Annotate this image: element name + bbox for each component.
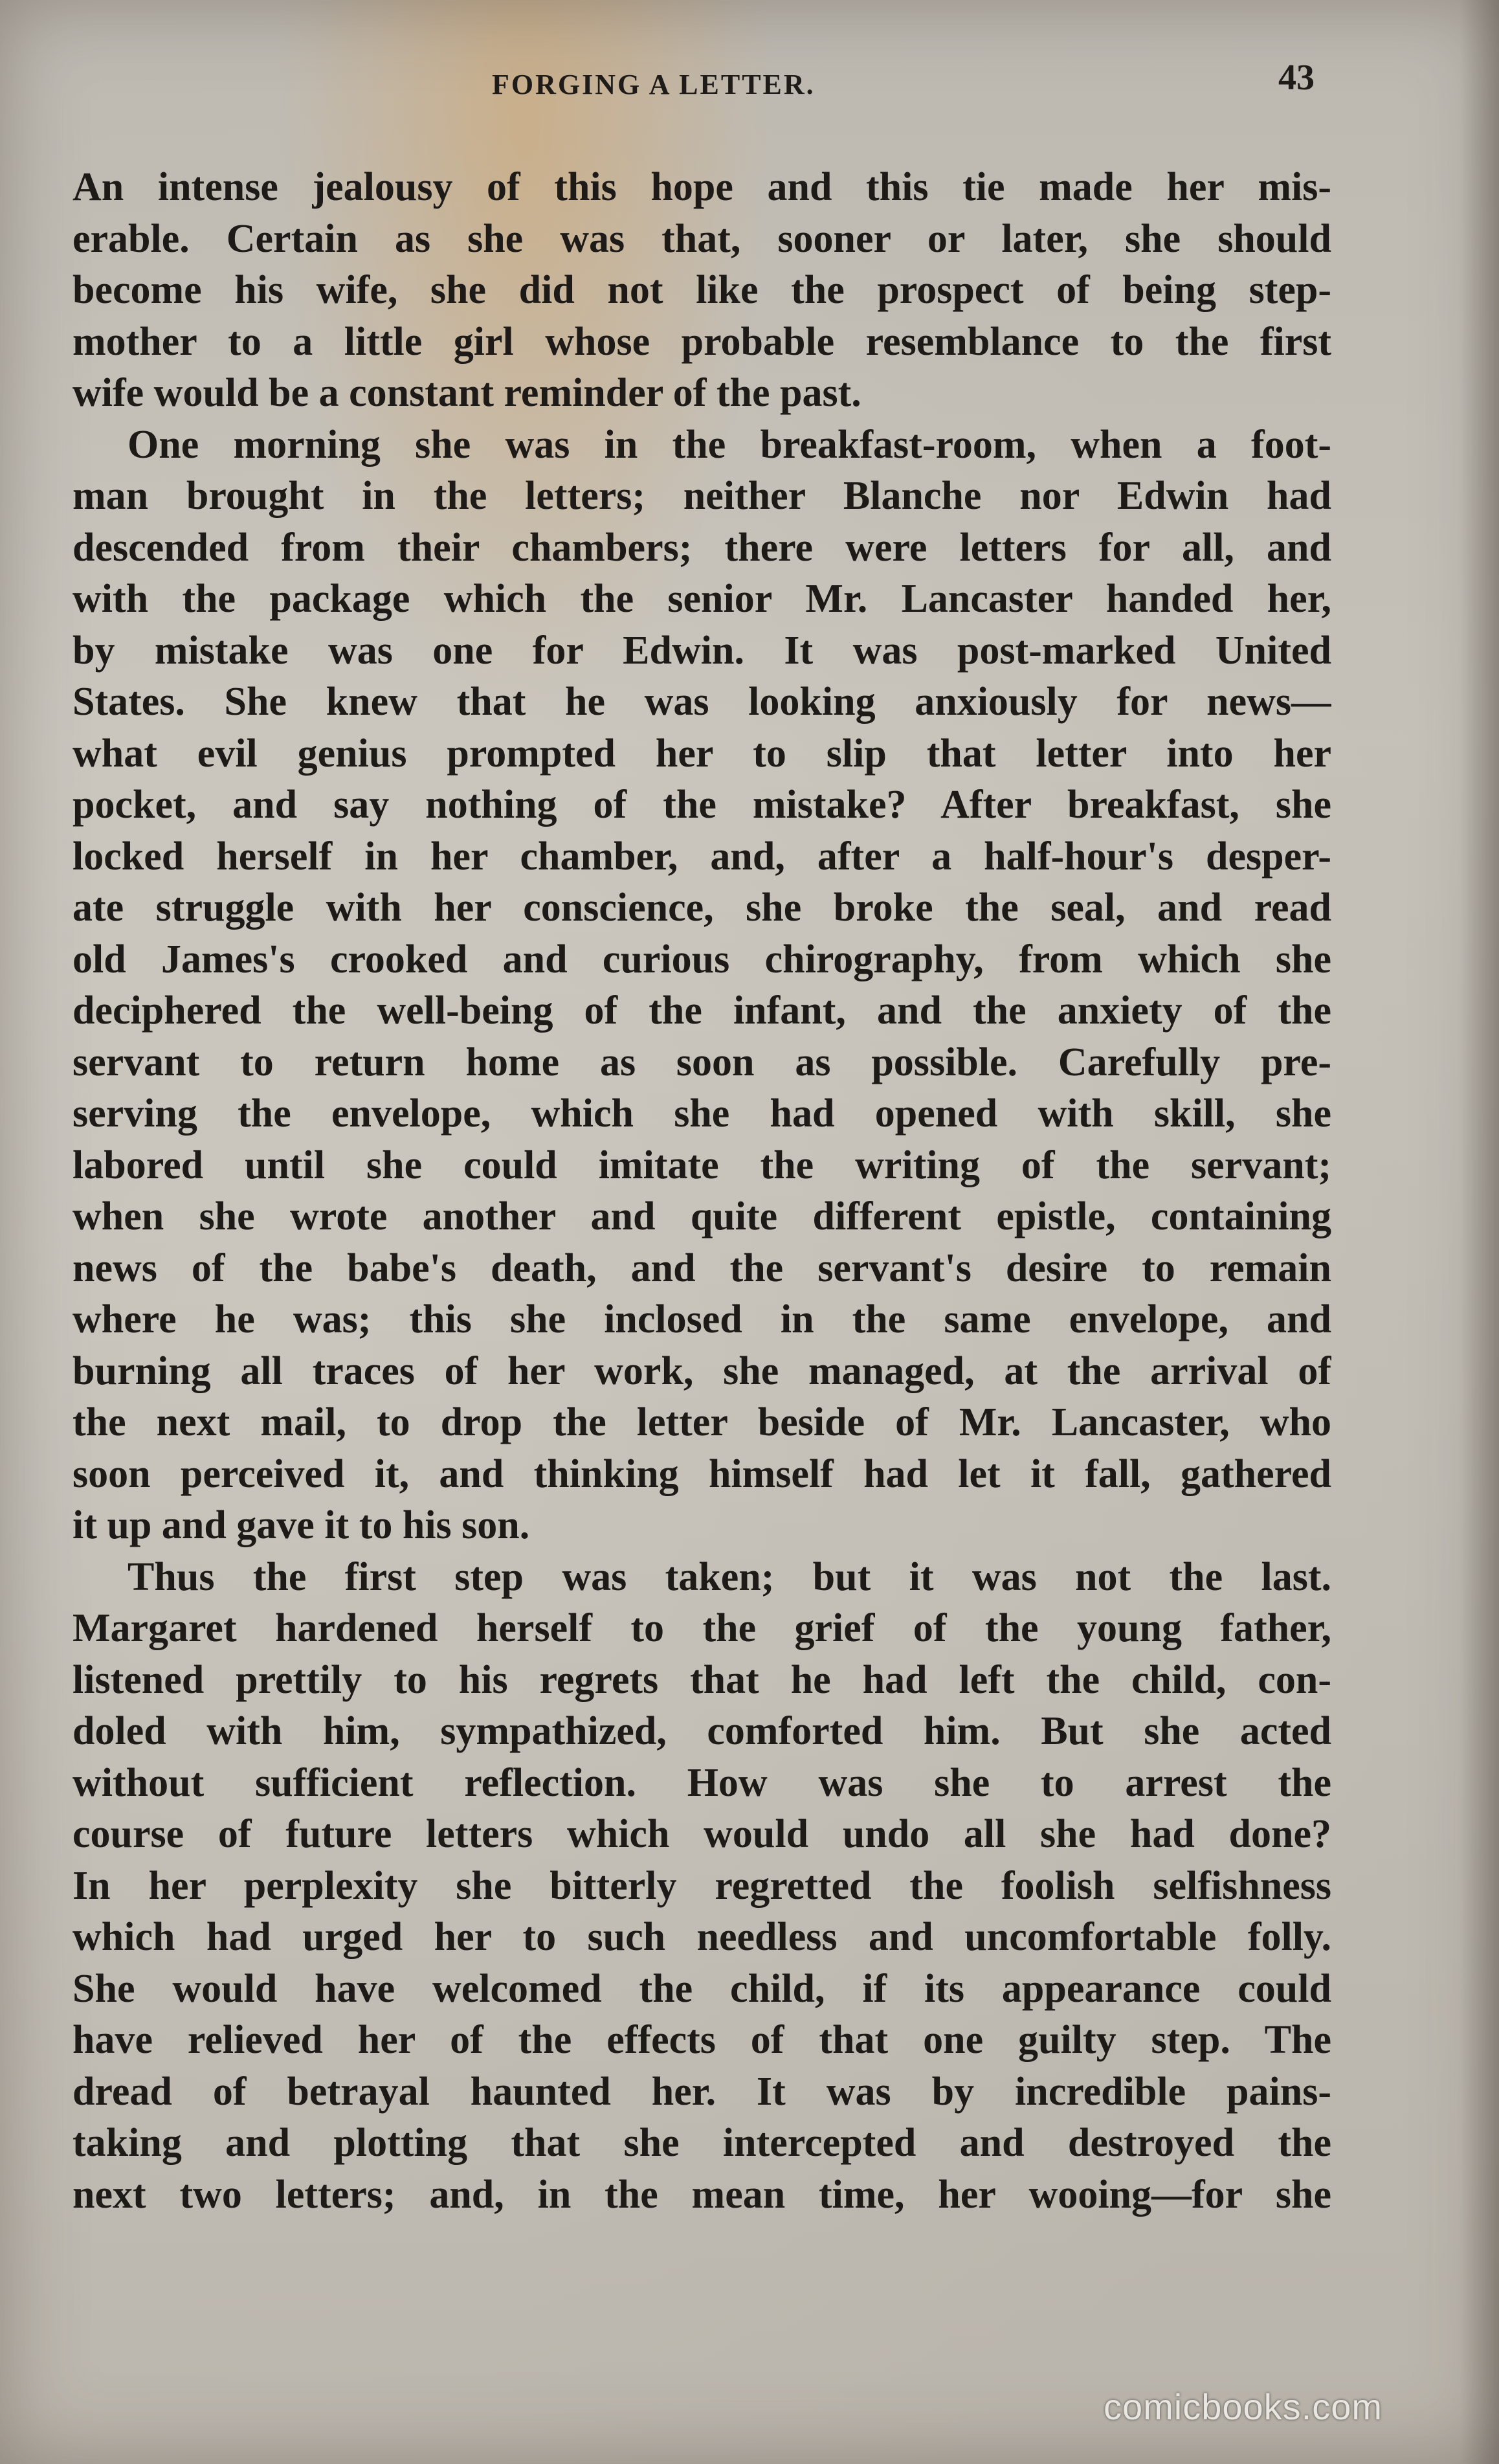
text-line: taking and plotting that she intercepted and destroyed the [72, 2121, 1331, 2165]
body-text [72, 162, 1331, 2221]
text-line: servant to return home as soon as possible. Carefully pre- [72, 1040, 1331, 1084]
text-line: One morning she was in the breakfast-room, when a foot- [128, 422, 1331, 467]
text-line: have relieved her of the effects of that one guilty step. The [72, 2018, 1331, 2062]
text-line: the next mail, to drop the letter beside of Mr. Lancaster, who [72, 1400, 1331, 1444]
text-line: with the package which the senior Mr. Lancaster handed her, [72, 577, 1331, 621]
text-line: soon perceived it, and thinking himself had let it fall, gathered [72, 1451, 1331, 1496]
text-line: old James's crooked and curious chirography, from which she [72, 937, 1331, 981]
text-line: ate struggle with her conscience, she broke the seal, and read [72, 886, 1331, 930]
page-edge-shadow [1460, 0, 1499, 2464]
text-line: States. She knew that he was looking anxiously for news— [72, 680, 1331, 724]
text-line: She would have welcomed the child, if its appearance could [72, 1966, 1331, 2011]
text-line: labored until she could imitate the writing of the servant; [72, 1143, 1331, 1187]
text-line: pocket, and say nothing of the mistake? After breakfast, she [72, 783, 1331, 827]
text-line: news of the babe's death, and the servant's desire to remain [72, 1246, 1331, 1290]
text-line: by mistake was one for Edwin. It was post-marked United [72, 628, 1331, 673]
text-line: An intense jealousy of this hope and this tie made her mis- [72, 165, 1331, 209]
text-line: descended from their chambers; there were letters for all, and [72, 525, 1331, 570]
text-line: doled with him, sympathized, comforted him. But she acted [72, 1709, 1331, 1753]
text-line: course of future letters which would undo all she had done? [72, 1812, 1331, 1856]
text-line: mother to a little girl whose probable resemblance to the first [72, 319, 1331, 364]
watermark: comicbooks.com [1104, 2386, 1383, 2427]
text-line: man brought in the letters; neither Blanche nor Edwin had [72, 474, 1331, 518]
page-number: 43 [1278, 58, 1315, 98]
text-line: Thus the first step was taken; but it was not the last. [128, 1554, 1331, 1599]
text-line: which had urged her to such needless and uncomfortable folly. [72, 1915, 1331, 1959]
text-line: what evil genius prompted her to slip that letter into her [72, 731, 1331, 776]
text-line: where he was; this she inclosed in the same envelope, and [72, 1297, 1331, 1341]
text-line: listened prettily to his regrets that he had left the child, con- [72, 1657, 1331, 1702]
text-line: without sufficient reflection. How was she to arrest the [72, 1760, 1331, 1805]
text-line: locked herself in her chamber, and, after a half-hour's desper- [72, 834, 1331, 879]
text-line: burning all traces of her work, she managed, at the arrival of [72, 1349, 1331, 1393]
text-line: wife would be a constant reminder of the past. [72, 371, 861, 415]
text-line: next two letters; and, in the mean time, her wooing—for she [72, 2172, 1331, 2217]
text-line: when she wrote another and quite different epistle, containing [72, 1194, 1331, 1238]
text-line: serving the envelope, which she had opened with skill, she [72, 1092, 1331, 1136]
text-line: deciphered the well-being of the infant, and the anxiety of the [72, 989, 1331, 1033]
text-line: dread of betrayal haunted her. It was by incredible pains- [72, 2069, 1331, 2114]
text-line: become his wife, she did not like the prospect of being step- [72, 268, 1331, 312]
text-line: In her perplexity she bitterly regretted the foolish selfishness [72, 1863, 1331, 1908]
text-line: erable. Certain as she was that, sooner or later, she should [72, 216, 1331, 261]
text-line: it up and gave it to his son. [72, 1503, 530, 1547]
running-head: FORGING A LETTER. [492, 69, 816, 100]
text-line: Margaret hardened herself to the grief of the young father, [72, 1606, 1331, 1650]
